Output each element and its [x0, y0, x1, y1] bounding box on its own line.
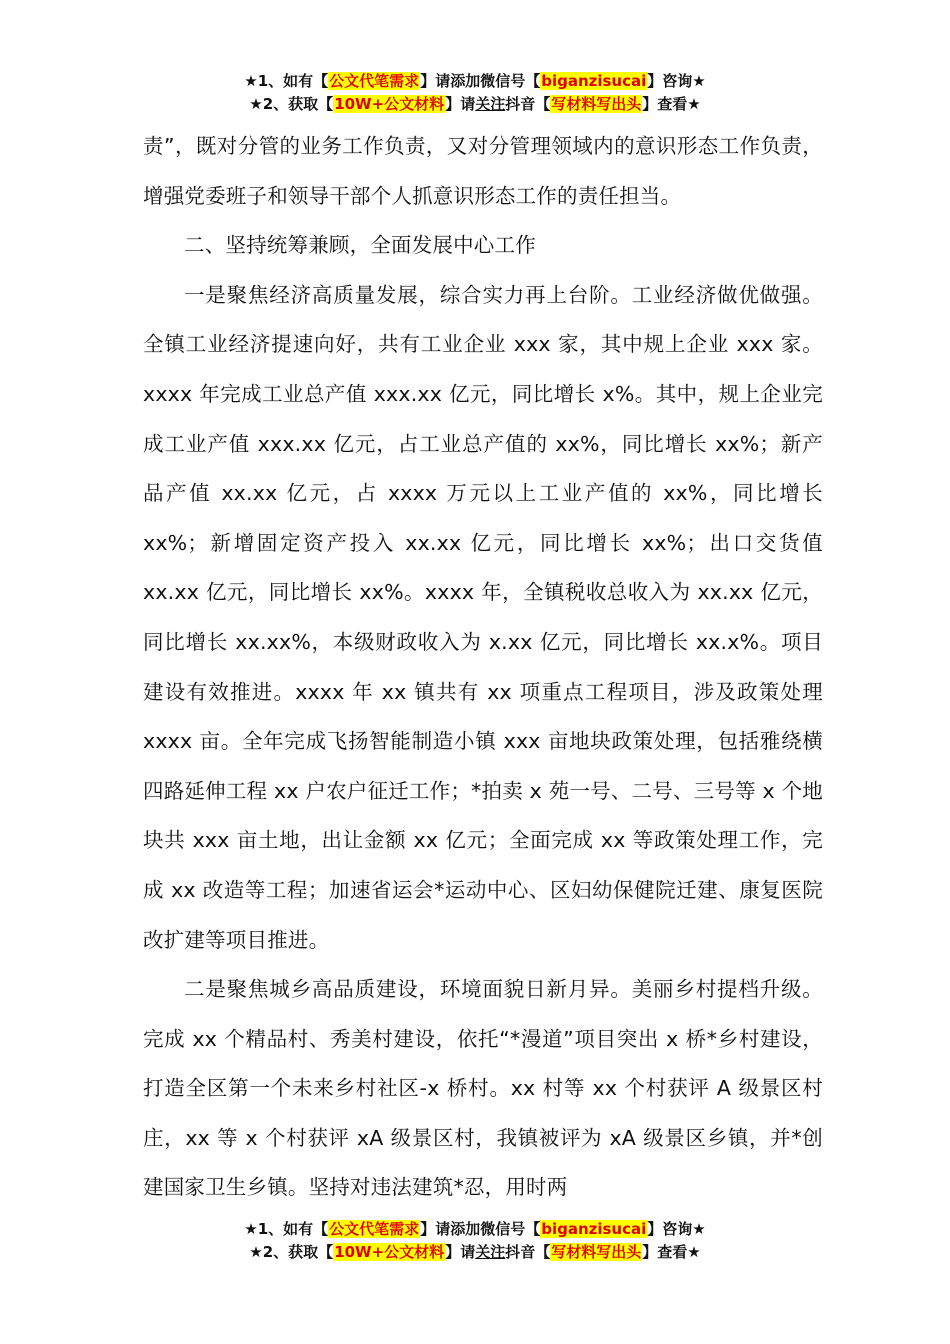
paragraph-economy: 一是聚焦经济高质量发展，综合实力再上台阶。工业经济做优做强。全镇工业经济提速向好，共有工业企业 xxx 家，其中规上企业 xxx 家。xxxx 年完成工业总产值 xxx.xx 亿元，同比增长 x%。其中，规上企业完成工业产值 xxx.xx 亿元，占工业总产值的 xx%，同比增长 xx%；新产品产值 xx.xx 亿元，占 xxxx 万元以上工业产值的 xx%，同比增长 xx%；新增固定资产投入 xx.xx 亿元，同比增长 xx%；出口交货值 xx.xx 亿元，同比增长 xx%。xxxx 年，全镇税收总收入为 xx.xx 亿元，同比增长 xx.xx%，本级财政收入为 x.xx 亿元，同比增长 xx.x%。项目建设有效推进。xxxx 年 xx 镇共有 xx 项重点工程项目，涉及政策处理 xxxx 亩。全年完成飞扬智能制造小镇 xxx 亩地块政策处理，包括雅绕横四路延伸工程 xx 户农户征迁工作；*拍卖 x 苑一号、二号、三号等 x 个地块共 xxx 亩土地，出让金额 xx 亿元；全面完成 xx 等政策处理工作，完成 xx 改造等工程；加速省运会*运动中心、区妇幼保健院迁建、康复医院改扩建等项目推进。 — [143, 282, 823, 952]
banner-text: 】查看★ — [642, 95, 701, 113]
banner-text: 】请 — [445, 1243, 476, 1261]
highlight-ghostwriting: 公文代笔需求 — [329, 1220, 420, 1238]
banner-line-2 — [0, 1241, 950, 1264]
highlight-douyin: 写材料写出头 — [551, 1243, 642, 1261]
star-icon: ★ — [244, 1220, 258, 1238]
banner-text: 2、获取【 — [262, 95, 334, 113]
bottom-banner — [0, 1218, 950, 1264]
document-body — [143, 122, 823, 1213]
banner-text: 】查看★ — [642, 1243, 701, 1261]
banner-text: 】请添加微信号【 — [420, 72, 541, 90]
paragraph-continuation: 责”，既对分管的业务工作负责，又对分管理领域内的意识形态工作负责，增强党委班子和领导干部个人抓意识形态工作的责任担当。 — [143, 134, 823, 208]
top-banner — [0, 70, 950, 116]
underlined-follow: 关注 — [475, 95, 506, 113]
paragraph-urban-rural: 二是聚焦城乡高品质建设，环境面貌日新月异。美丽乡村提档升级。完成 xx 个精品村、秀美村建设，依托“*漫道”项目突出 x 桥*乡村建设，打造全区第一个未来乡村社区-x 桥村。xx 村等 xx 个村获评 A 级景区村庄，xx 等 x 个村获评 xA 级景区村，我镇被评为 xA 级景区乡镇，并*创建国家卫生乡镇。坚持对违法建筑*忍，用时两 — [143, 977, 823, 1200]
banner-text: 】咨询★ — [647, 72, 706, 90]
highlight-ghostwriting: 公文代笔需求 — [329, 72, 420, 90]
banner-line-2 — [0, 93, 950, 116]
section-heading: 二、坚持统筹兼顾，全面发展中心工作 — [184, 233, 536, 258]
banner-text: 2、获取【 — [262, 1243, 334, 1261]
banner-text: 】请添加微信号【 — [420, 1220, 541, 1238]
banner-text: 抖音【 — [505, 95, 551, 113]
star-icon: ★ — [249, 1243, 263, 1261]
highlight-wechat-id: biganzisucai — [541, 72, 647, 90]
banner-text: 】请 — [445, 95, 476, 113]
banner-text: 抖音【 — [505, 1243, 551, 1261]
banner-line-1 — [0, 1218, 950, 1241]
banner-text: 1、如有【 — [257, 1220, 329, 1238]
highlight-materials: 10W+公文材料 — [334, 1243, 445, 1261]
highlight-materials: 10W+公文材料 — [334, 95, 445, 113]
banner-text: 】咨询★ — [647, 1220, 706, 1238]
highlight-douyin: 写材料写出头 — [551, 95, 642, 113]
underlined-follow: 关注 — [475, 1243, 506, 1261]
star-icon: ★ — [249, 95, 263, 113]
star-icon: ★ — [244, 72, 258, 90]
banner-line-1 — [0, 70, 950, 93]
banner-text: 1、如有【 — [257, 72, 329, 90]
highlight-wechat-id: biganzisucai — [541, 1220, 647, 1238]
